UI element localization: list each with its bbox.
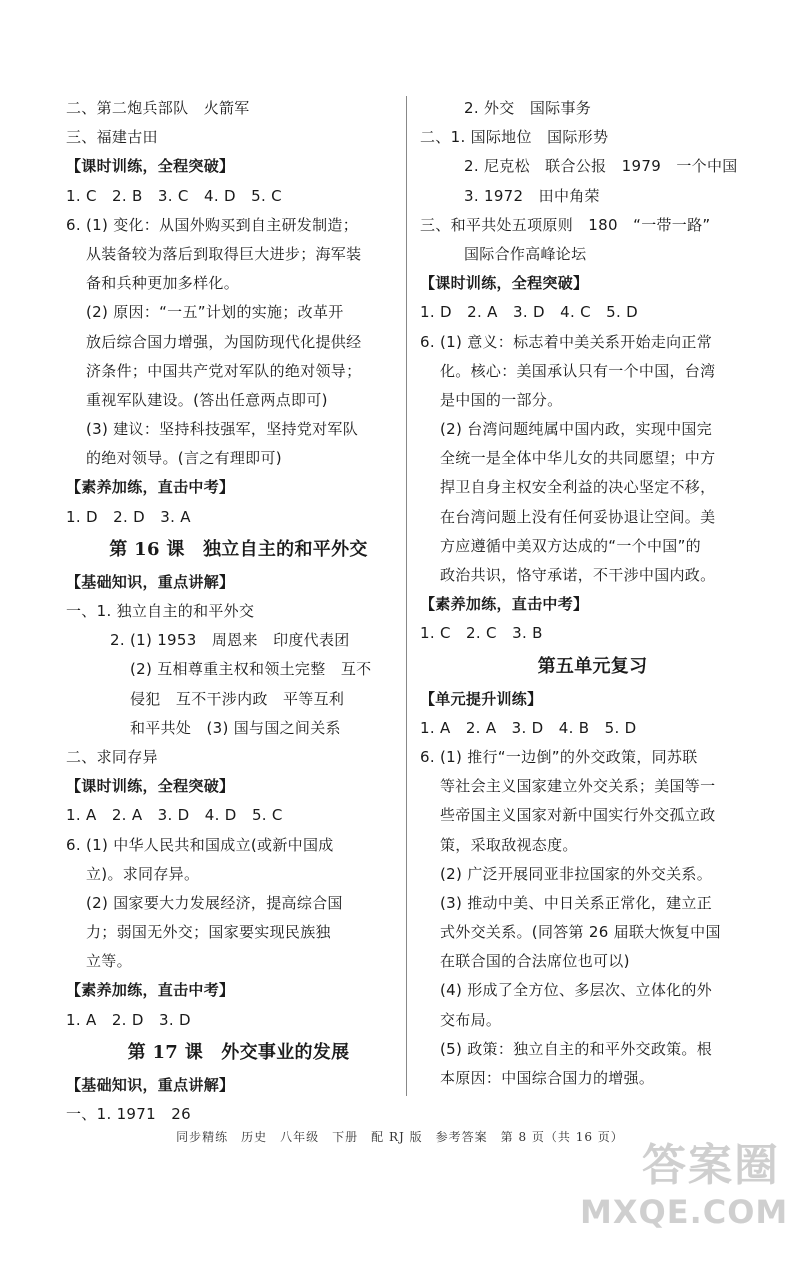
answer-line: (2) 广泛开展同亚非拉国家的外交关系。	[440, 864, 713, 883]
answer-line: 1. A 2. A 3. D 4. D 5. C	[66, 806, 283, 825]
answer-line: 1. D 2. A 3. D 4. C 5. D	[420, 303, 638, 322]
answer-line: 侵犯 互不干涉内政 平等互利	[130, 689, 345, 708]
answer-line: (2) 台湾问题纯属中国内政，实现中国完	[440, 420, 713, 439]
answer-line: 国际合作高峰论坛	[464, 244, 587, 263]
section-heading: 【基础知识，重点讲解】	[66, 572, 235, 591]
answer-line: 2. 尼克松 联合公报 1979 一个中国	[464, 157, 738, 176]
section-heading: 【素养加练，直击中考】	[66, 478, 235, 497]
answer-line: 6. (1) 变化：从国外购买到自主研发制造；	[66, 215, 358, 234]
answer-line: 式外交关系。(同答第 26 届联大恢复中国	[440, 923, 721, 942]
answer-line: 一、1. 1971 26	[66, 1105, 191, 1123]
right-column	[420, 94, 765, 1093]
answer-line: 在台湾问题上没有任何妥协退让空间。美	[440, 507, 716, 526]
answer-line: 化。核心：美国承认只有一个中国，台湾	[440, 361, 716, 380]
lesson-title: 第 17 课 外交事业的发展	[127, 1041, 350, 1063]
answer-line: 6. (1) 中华人民共和国成立(或新中国成	[66, 835, 334, 854]
left-column	[66, 94, 411, 1129]
answer-line: (3) 推动中美、中日关系正常化，建立正	[440, 893, 713, 912]
answer-line: 全统一是全体中华儿女的共同愿望；中方	[440, 449, 716, 468]
section-heading: 【课时训练，全程突破】	[66, 777, 235, 796]
lesson-title: 第 16 课 独立自主的和平外交	[109, 538, 368, 560]
answer-line: 交布局。	[440, 1010, 502, 1029]
section-heading: 【课时训练，全程突破】	[420, 274, 589, 293]
answer-line: 一、1. 独立自主的和平外交	[66, 602, 255, 620]
answer-line: (2) 原因：“一五”计划的实施；改革开	[86, 303, 344, 322]
answer-line: 1. C 2. C 3. B	[420, 624, 543, 643]
answer-line: 力；弱国无外交；国家要实现民族独	[86, 923, 331, 942]
answer-line: (3) 建议：坚持科技强军，坚持党对军队	[86, 420, 359, 439]
answer-line: 1. C 2. B 3. C 4. D 5. C	[66, 186, 282, 205]
unit-title: 第五单元复习	[537, 655, 648, 677]
answer-line: 是中国的一部分。	[440, 390, 563, 409]
column-divider	[406, 96, 407, 1096]
answer-line: 放后综合国力增强，为国防现代化提供经	[86, 332, 362, 351]
answer-line: 捍卫自身主权安全利益的决心坚定不移，	[440, 478, 716, 497]
answer-line: 三、和平共处五项原则 180 “一带一路”	[420, 215, 711, 234]
watermark-text: 答案圈	[642, 1140, 780, 1191]
answer-line: (2) 国家要大力发展经济，提高综合国	[86, 893, 343, 912]
answer-line: 二、1. 国际地位 国际形势	[420, 128, 609, 147]
answer-line: 1. D 2. D 3. A	[66, 507, 191, 526]
answer-line: 1. A 2. D 3. D	[66, 1010, 191, 1029]
answer-line: 1. A 2. A 3. D 4. B 5. D	[420, 718, 637, 737]
page-footer: 同步精练 历史 八年级 下册 配 RJ 版 参考答案 第 8 页（共 16 页）	[176, 1130, 624, 1144]
answer-line: 策，采取敌视态度。	[440, 835, 578, 854]
section-heading: 【素养加练，直击中考】	[66, 981, 235, 1000]
answer-line: 2. 外交 国际事务	[464, 99, 592, 117]
answer-line: 方应遵循中美双方达成的“一个中国”的	[440, 536, 701, 555]
answer-line: 备和兵种更加多样化。	[86, 274, 240, 293]
answer-line: 在联合国的合法席位也可以)	[440, 952, 630, 971]
answer-line: 等社会主义国家建立外交关系；美国等一	[440, 777, 716, 796]
answer-line: 三、福建古田	[66, 128, 158, 147]
answer-line: 6. (1) 意义：标志着中美关系开始走向正常	[420, 332, 712, 351]
answer-line: 6. (1) 推行“一边倒”的外交政策，同苏联	[420, 747, 698, 766]
answer-line: 的绝对领导。(言之有理即可)	[86, 449, 282, 468]
answer-line: 3. 1972 田中角荣	[464, 186, 600, 205]
answer-line: 立)。求同存异。	[86, 864, 200, 883]
section-heading: 【课时训练，全程突破】	[66, 157, 235, 176]
answer-line: 二、第二炮兵部队 火箭军	[66, 99, 250, 117]
answer-line: (2) 互相尊重主权和领土完整 互不	[130, 660, 372, 679]
section-heading: 【基础知识，重点讲解】	[66, 1075, 235, 1094]
answer-line: 些帝国主义国家对新中国实行外交孤立政	[440, 806, 716, 825]
section-heading: 【单元提升训练】	[420, 689, 543, 708]
answer-line: 立等。	[86, 952, 132, 971]
watermark-url: MXQE.COM	[580, 1193, 789, 1231]
answer-line: 从装备较为落后到取得巨大进步；海军装	[86, 244, 362, 263]
answer-line: 二、求同存异	[66, 747, 158, 766]
watermark-logo	[580, 1129, 789, 1249]
answer-line: 2. (1) 1953 周恩来 印度代表团	[110, 631, 350, 650]
answer-line: 重视军队建设。(答出任意两点即可)	[86, 390, 328, 409]
answer-line: 本原因：中国综合国力的增强。	[440, 1069, 655, 1087]
answer-line: 和平共处 (3) 国与国之间关系	[130, 718, 341, 737]
section-heading: 【素养加练，直击中考】	[420, 595, 589, 614]
answer-line: (5) 政策：独立自主的和平外交政策。根	[440, 1039, 713, 1058]
answer-line: 政治共识，恪守承诺，不干涉中国内政。	[440, 566, 716, 584]
answer-line: 济条件；中国共产党对军队的绝对领导；	[86, 361, 362, 380]
answer-line: (4) 形成了全方位、多层次、立体化的外	[440, 981, 713, 1000]
